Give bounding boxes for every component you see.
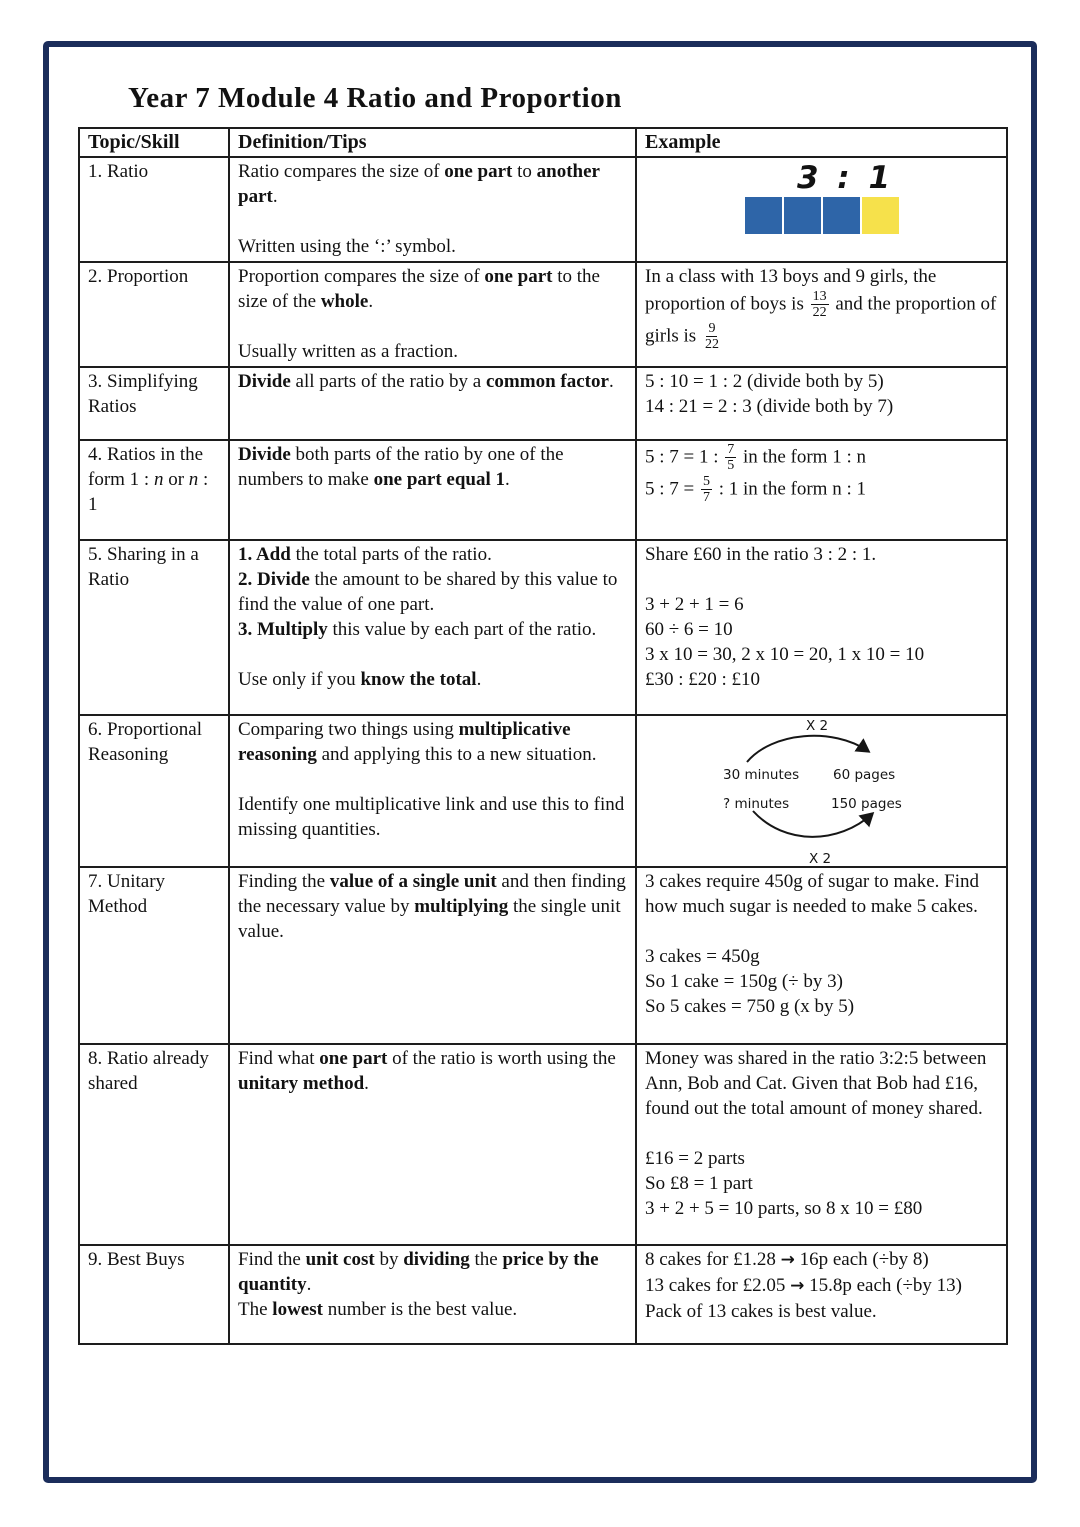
paragraph: £30 : £20 : £10 [645, 669, 761, 690]
right-arrow-glyph: → [790, 1276, 805, 1296]
definition-cell [229, 540, 636, 715]
definition-cell [229, 1044, 636, 1245]
definition-cell [229, 367, 636, 440]
table-body [79, 157, 1007, 1344]
table-row [79, 715, 1007, 867]
right-arrow-glyph: → [780, 1250, 795, 1270]
paragraph: 3 + 2 + 5 = 10 parts, so 8 x 10 = £80 [645, 1198, 923, 1219]
paragraph: 3. Simplifying Ratios [88, 371, 198, 417]
paragraph: Usually written as a fraction. [238, 341, 459, 362]
paragraph [238, 314, 627, 339]
paragraph: 60 ÷ 6 = 10 [645, 619, 733, 640]
paragraph: 4. Ratios in the form 1 : n or n : 1 [88, 444, 209, 515]
column-header-definition-tips: Definition/Tips [229, 128, 636, 157]
paragraph: 3 cakes require 450g of sugar to make. Find how much sugar is needed to make 5 cakes. [645, 871, 979, 917]
paragraph: Finding the value of a single unit and then finding the necessary value by multiplying the single unit value. [238, 871, 626, 942]
column-header-topic-skill: Topic/Skill [79, 128, 229, 157]
topic-cell [79, 715, 229, 867]
paragraph: Comparing two things using multiplicative reasoning and applying this to a new situation. [238, 719, 597, 765]
example-cell [636, 262, 1007, 367]
paragraph: 14 : 21 = 2 : 3 (divide both by 7) [645, 396, 894, 417]
paragraph [645, 567, 998, 592]
table-row [79, 867, 1007, 1044]
ratio-bar-figure [637, 161, 1006, 234]
paragraph: 2. Divide the amount to be shared by this value to find the value of one part. [238, 569, 618, 615]
table-row [79, 157, 1007, 262]
topic-cell [79, 262, 229, 367]
paragraph: 8. Ratio already shared [88, 1048, 209, 1094]
quantity-right-bottom: 150 pages [831, 796, 902, 812]
table-row [79, 540, 1007, 715]
fraction: $\frac{5}{7}$ [703, 473, 710, 506]
paragraph: 5. Sharing in a Ratio [88, 544, 199, 590]
topic-cell [79, 540, 229, 715]
definition-cell [229, 157, 636, 262]
paragraph: In a class with 13 boys and 9 girls, the proportion of boys is $\frac{13}{22}$ and the proportion of girls is $\frac{9}{22}$ [645, 266, 997, 353]
multiplier-bottom-label: X 2 [809, 851, 832, 867]
paragraph: 7. Unitary Method [88, 871, 166, 917]
table-row [79, 1245, 1007, 1344]
paragraph: So 1 cake = 150g (÷ by 3) [645, 971, 843, 992]
paragraph: 5 : 7 = 1 : $\frac{7}{5}$ in the form 1 : n [645, 442, 866, 474]
table-row [79, 440, 1007, 540]
example-cell [636, 440, 1007, 540]
table-header-row [79, 128, 1007, 157]
example-cell [636, 540, 1007, 715]
topic-cell [79, 440, 229, 540]
paragraph: 3 cakes = 450g [645, 946, 760, 967]
blue-square [745, 197, 782, 234]
paragraph: 1. Add the total parts of the ratio. [238, 544, 492, 565]
quantity-left-top: 30 minutes [723, 767, 800, 783]
paragraph: £16 = 2 parts [645, 1148, 745, 1169]
column-header-example: Example [636, 128, 1007, 157]
paragraph: Find the unit cost by dividing the price by the quantity. [238, 1249, 599, 1295]
fraction: $\frac{9}{22}$ [704, 320, 719, 353]
topic-cell [79, 1245, 229, 1344]
paragraph [645, 1121, 998, 1146]
paragraph: So 5 cakes = 750 g (x by 5) [645, 996, 855, 1017]
paragraph: Find what one part of the ratio is worth using the unitary method. [238, 1048, 616, 1094]
definition-cell [229, 440, 636, 540]
quantity-right-top: 60 pages [833, 767, 896, 783]
paragraph: 6. Proportional Reasoning [88, 719, 202, 765]
table-row [79, 262, 1007, 367]
paragraph: So £8 = 1 part [645, 1173, 753, 1194]
definition-cell [229, 867, 636, 1044]
blue-square [823, 197, 860, 234]
paragraph: 3 x 10 = 30, 2 x 10 = 20, 1 x 10 = 10 [645, 644, 925, 665]
paragraph: Written using the ‘:’ symbol. [238, 236, 456, 257]
table-row [79, 367, 1007, 440]
paragraph: The lowest number is the best value. [238, 1299, 518, 1320]
example-cell [636, 157, 1007, 262]
table-row [79, 1044, 1007, 1245]
paragraph: 5 : 10 = 1 : 2 (divide both by 5) [645, 371, 884, 392]
ratio-squares [637, 197, 1006, 234]
blue-square [784, 197, 821, 234]
paragraph: Identify one multiplicative link and use this to find missing quantities. [238, 794, 625, 840]
paragraph: 9. Best Buys [88, 1249, 185, 1270]
paragraph: Share £60 in the ratio 3 : 2 : 1. [645, 544, 877, 565]
paragraph: 3. Multiply this value by each part of the ratio. [238, 619, 597, 640]
paragraph [645, 919, 998, 944]
paragraph: Ratio compares the size of one part to another part. [238, 161, 600, 207]
paragraph [238, 642, 627, 667]
example-cell [636, 715, 1007, 867]
ratio-label: 3 : 1 [796, 160, 895, 196]
definition-cell [229, 715, 636, 867]
fraction: $\frac{7}{5}$ [727, 442, 735, 474]
paragraph: Pack of 13 cakes is best value. [645, 1301, 877, 1322]
quantity-left-bottom: ? minutes [723, 796, 790, 812]
topic-cell [79, 867, 229, 1044]
paragraph: 3 + 2 + 1 = 6 [645, 594, 744, 615]
paragraph [238, 767, 627, 792]
paragraph [238, 209, 627, 234]
definition-cell [229, 262, 636, 367]
multiplicative-reasoning-diagram [637, 716, 1006, 866]
multiplier-top-label: X 2 [806, 718, 829, 734]
paragraph: 2. Proportion [88, 266, 189, 287]
topic-cell [79, 157, 229, 262]
topic-cell [79, 1044, 229, 1245]
example-cell [636, 1245, 1007, 1344]
example-cell [636, 867, 1007, 1044]
paragraph: Use only if you know the total. [238, 669, 482, 690]
paragraph: Money was shared in the ratio 3:2:5 between Ann, Bob and Cat. Given that Bob had £16, found out the total amount of money shared. [645, 1048, 987, 1119]
example-cell [636, 1044, 1007, 1245]
paragraph: 8 cakes for £1.28 → 16p each (÷by 8) [645, 1249, 929, 1270]
fraction: $\frac{13}{22}$ [812, 289, 827, 321]
yellow-square [862, 197, 899, 234]
paragraph: Divide both parts of the ratio by one of the numbers to make one part equal 1. [238, 444, 564, 490]
paragraph: 13 cakes for £2.05 → 15.8p each (÷by 13) [645, 1275, 962, 1296]
knowledge-organizer-table [78, 127, 1008, 1345]
paragraph: 1. Ratio [88, 161, 149, 182]
paragraph: 5 : 7 = $\frac{5}{7}$ : 1 in the form n : 1 [645, 473, 866, 506]
definition-cell [229, 1245, 636, 1344]
paragraph: Divide all parts of the ratio by a common factor. [238, 371, 614, 392]
paragraph: Proportion compares the size of one part to the size of the whole. [238, 266, 600, 312]
topic-cell [79, 367, 229, 440]
example-cell [636, 367, 1007, 440]
page-title: Year 7 Module 4 Ratio and Proportion [128, 82, 622, 114]
